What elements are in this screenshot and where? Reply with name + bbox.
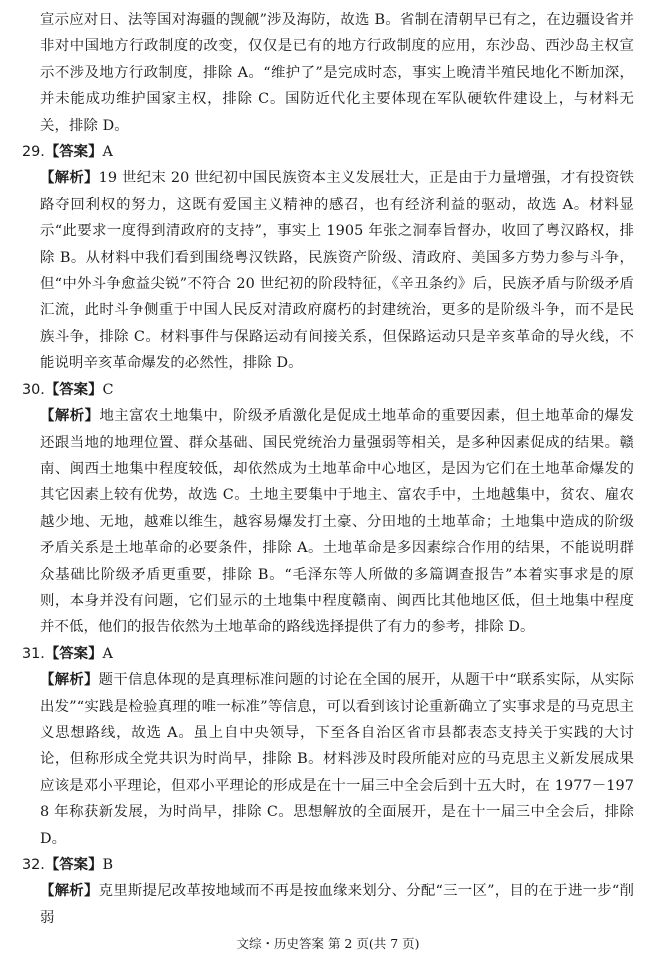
- answer-value: A: [102, 645, 113, 662]
- answer-line: [22, 641, 634, 667]
- question-30: [22, 377, 634, 641]
- analysis-text: 克里斯提尼改革按地域而不再是按血缘来划分、分配“三一区”，目的在于进一步“削弱: [40, 883, 635, 926]
- answer-tag: 【答案】: [44, 143, 103, 161]
- analysis-text: 题干信息体现的是真理标准问题的讨论在全国的展开，从题干中“联系实际，从实际出发”“实践是检验真理的唯一标准”等信息，可以看到该讨论重新确立了实事求是的马克思主义思想路线，故选 A。虽上自中央领导，下至各自治区省市县都表态支持关于实践的大讨论，但称形成全党共识为时尚早，排除 B。材料涉及时段所能对应的马克思主义新发展成果应该是邓小平理论，但邓小平理论的形成是在十一届三中全会后到十五大时，在 1977－1978 年称获新发展，为时尚早，排除 C。思想解放的全面展开，是在十一届三中全会后，排除 D。: [40, 672, 634, 847]
- analysis-text: 19 世纪末 20 世纪初中国民族资本主义发展壮大，正是由于力量增强，才有投资铁路夺回利权的努力，这既有爱国主义精神的感召，也有经济利益的驱动，故选 A。材料显示“此要求一度得到清政府的支持”，事实上 1905 年张之洞奉旨督办，收回了粤汉路权，排除 B。从材料中我们看到围绕粤汉铁路，民族资产阶级、清政府、美国多方势力参与斗争，但“中外斗争愈益尖锐”不符合 20 世纪初的阶段特征，《辛丑条约》后，民族矛盾与阶级矛盾汇流，此时斗争侧重于中国人民反对清政府腐朽的封建统治，更多的是阶级斗争，而不是民族斗争，排除 C。材料事件与保路运动有间接关系，但保路运动只是辛亥革命的导火线，不能说明辛亥革命爆发的必然性，排除 D。: [40, 170, 634, 372]
- answer-value: A: [102, 144, 113, 161]
- analysis-paragraph: [40, 667, 634, 852]
- analysis-paragraph: [40, 878, 634, 931]
- analysis-text: 地主富农土地集中，阶级矛盾激化是促成土地革命的重要因素，但土地革命的爆发还跟当地的地理位置、群众基础、国民党统治力量强弱等相关，是多种因素促成的结果。赣南、闽西土地集中程度较低，却依然成为土地革命中心地区，是因为它们在土地革命爆发的其它因素上较有优势，故选 C。土地主要集中于地主、富农手中，土地越集中，贫农、雇农越少地、无地，越难以维生，越容易爆发打土豪、分田地的土地革命；土地集中造成的阶级矛盾关系是土地革命的必要条件，排除 A。土地革命是多因素综合作用的结果，不能说明群众基础比阶级矛盾更重要，排除 B。“毛泽东等人所做的多篇调查报告”本着实事求是的原则，本身并没有问题，它们显示的土地集中程度赣南、闽西比其他地区低，但土地集中程度并不低，他们的报告依然为土地革命的路线选择提供了有力的参考，排除 D。: [40, 408, 634, 636]
- question-32: [22, 852, 635, 931]
- question-number: 32.: [22, 857, 45, 873]
- analysis-tag: 【解析】: [40, 407, 100, 425]
- answer-line: [22, 852, 634, 878]
- answer-tag: 【答案】: [44, 380, 103, 398]
- analysis-tag: 【解析】: [40, 169, 99, 187]
- answer-tag: 【答案】: [44, 856, 103, 873]
- answer-line: [22, 139, 634, 165]
- analysis-tag: 【解析】: [40, 882, 99, 900]
- answer-value: C: [102, 381, 114, 398]
- answer-value: B: [102, 857, 114, 873]
- question-number: 31.: [22, 645, 45, 662]
- page-footer: 文综・历史答案 第 2 页(共 7 页): [236, 936, 420, 951]
- analysis-paragraph: [40, 403, 634, 641]
- analysis-paragraph: [40, 165, 634, 376]
- question-number: 30.: [22, 381, 45, 398]
- question-number: 29.: [22, 144, 45, 161]
- answer-line: [22, 377, 634, 403]
- intro-paragraph: 宣示应对日、法等国对海疆的觊觎”涉及海防，故选 B。省制在清朝早已有之，在边疆设省并非对中国地方行政制度的改变，仅仅是已有的地方行政制度的应用，东沙岛、西沙岛主权宣示不涉及地方行政制度，排除 A。“维护了”是完成时态，事实上晚清半殖民地化不断加深，并未能成功维护国家主权，排除 C。国防近代化主要体现在军队硬软件建设上，与材料无关，排除 D。: [40, 12, 634, 134]
- question-29: [22, 139, 634, 377]
- answer-tag: 【答案】: [44, 644, 103, 662]
- analysis-tag: 【解析】: [40, 671, 99, 689]
- question-31: [22, 641, 634, 852]
